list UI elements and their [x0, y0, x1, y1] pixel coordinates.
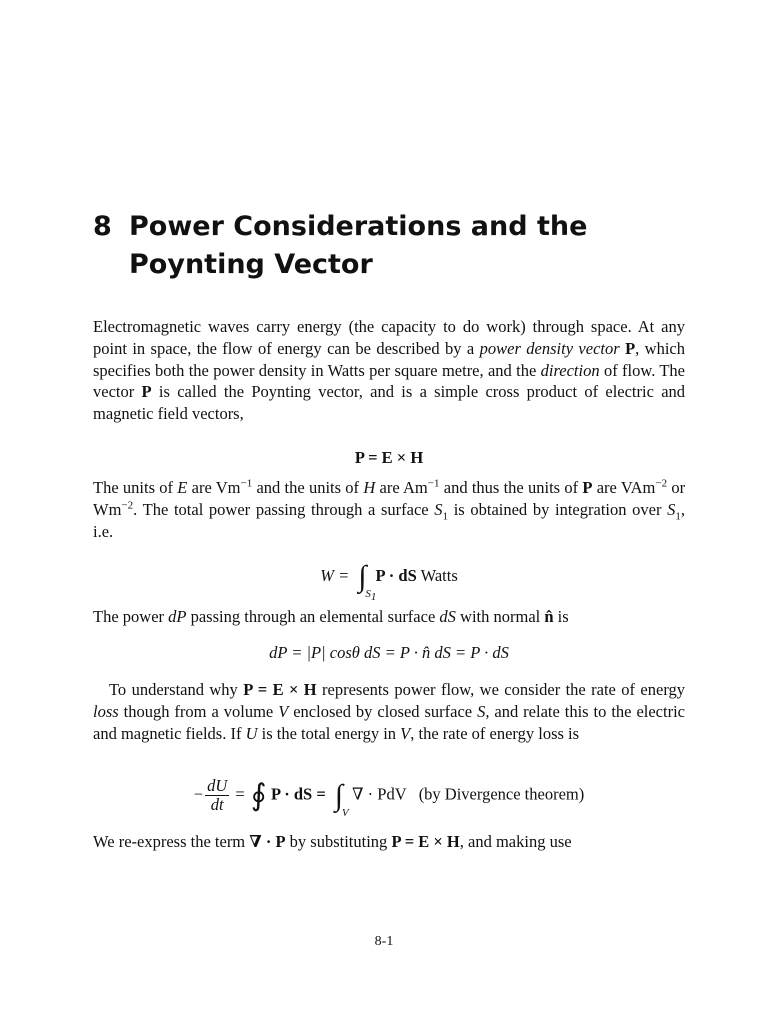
integral-sign: ∫ $S_1$	[358, 560, 377, 604]
paragraph-reexpress: We re-express the term ∇ · P by substituting P = E × H, and making use	[93, 832, 572, 851]
equation-elemental-power: dP = |P| cosθ dS = P · n̂ dS = P · dS	[269, 643, 509, 662]
emph-power-density-vector: power density vector	[479, 338, 620, 358]
fraction-du-dt: $\frac{dU}{dt}$	[207, 776, 228, 814]
closed-integral-sign: ∮	[250, 778, 267, 812]
paragraph-energy-loss: To understand why P = E × H represents power flow, we consider the rate of energy loss though from a volume V enclosed by closed surface S, and relate this to the electric and magnetic fields. If U is the total energy in V, the rate of energy loss is	[93, 680, 686, 743]
section-number: 8	[93, 211, 112, 242]
section-heading	[93, 208, 653, 284]
integral-sign: ∫ V	[334, 778, 349, 819]
emph-direction: direction	[540, 360, 600, 380]
page-number: 8-1	[374, 934, 394, 949]
paragraph-elemental: The power dP passing through an elemental surface dS with normal n̂ is	[93, 607, 569, 626]
paragraph-intro: Electromagnetic waves carry energy (the capacity to do work) through space. At any point in space, the flow of energy can be described by a power density vector P, which specifies both the power density in Watts per square metre, and the direction of flow. The vector P is called the Poynting vector, and is a simple cross product of electric and magnetic field vectors,	[93, 317, 686, 424]
section-title: Power Considerations and the Poynting Vector	[129, 211, 588, 280]
paragraph-units: The units of E are $Vm^{-1}$ and the units of H are $Am^{-1}$ and thus the units of P are VAm$^{-2}$ or $Wm^{-2}$. The total power passing through a surface $S_1$ is obtained by integration over $S_1$, i.e.	[93, 477, 686, 541]
equation-total-power: W = ∫ $S_1$ P · dS Watts	[320, 560, 458, 604]
equation-divergence: − $\frac{dU}{dt}$ = ∮ P · dS = ∫ V ∇ · PdV (by Divergence theorem)	[193, 776, 585, 819]
equation-poynting: P = E × H	[354, 448, 424, 467]
